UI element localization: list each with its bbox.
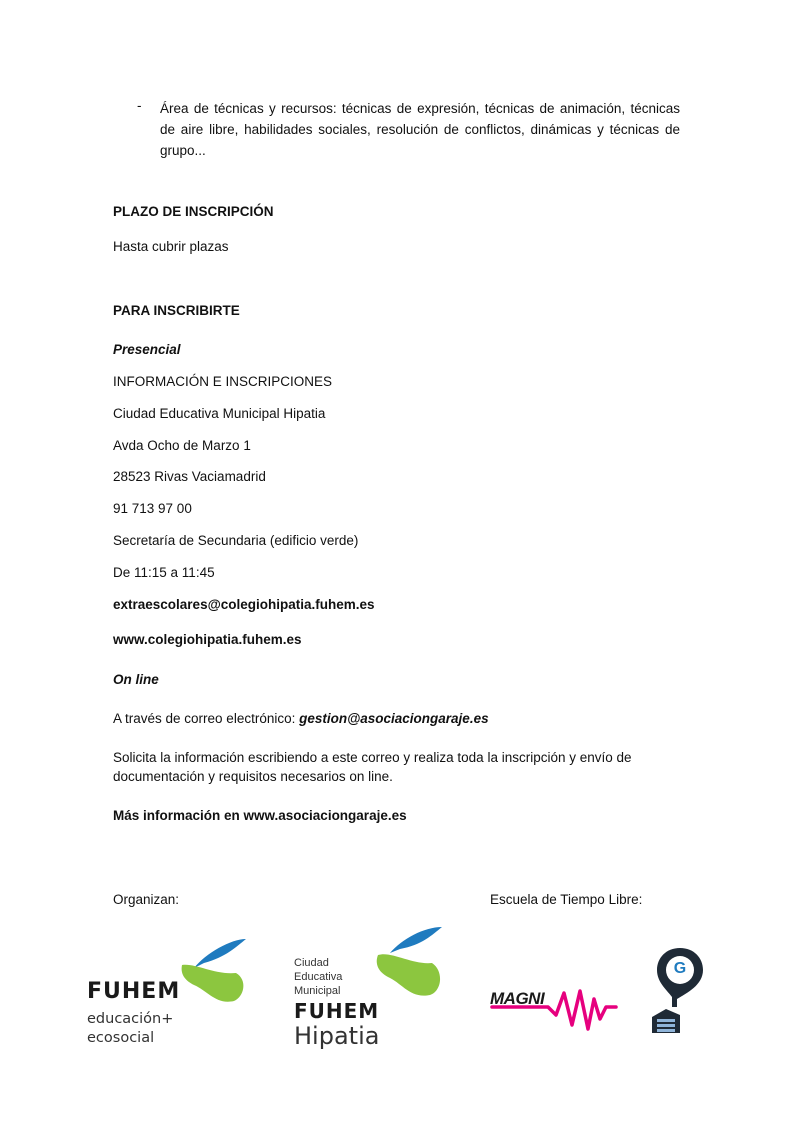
info-line: INFORMACIÓN E INSCRIPCIONES: [113, 374, 333, 389]
correo-line: [113, 711, 489, 727]
web-link[interactable]: www.colegiohipatia.fuhem.es: [113, 632, 302, 647]
mas-info: Más información en www.asociaciongaraje.es: [113, 808, 407, 823]
info-line: De 11:15 a 11:45: [113, 565, 215, 580]
bullet-dash: -: [137, 98, 142, 113]
presencial-label: Presencial: [113, 342, 181, 357]
fuhem-line2: ecosocial: [87, 1030, 155, 1046]
hipatia-line3: Municipal: [294, 985, 341, 997]
email-link[interactable]: extraescolares@colegiohipatia.fuhem.es: [113, 597, 375, 612]
hipatia-logo: [292, 925, 452, 1055]
info-line: 91 713 97 00: [113, 501, 192, 516]
garaje-letter: G: [673, 960, 687, 977]
info-line: Avda Ocho de Marzo 1: [113, 438, 251, 453]
hipatia-line2: Educativa: [294, 971, 343, 983]
plazo-heading: PLAZO DE INSCRIPCIÓN: [113, 204, 274, 219]
correo-email-link[interactable]: gestion@asociaciongaraje.es: [299, 711, 489, 726]
bullet-text: Área de técnicas y recursos: técnicas de expresión, técnicas de animación, técnicas de aire libre, habilidades sociales, resolución de conflictos, dinámicas y técnicas de grupo...: [160, 101, 680, 158]
escuela-label: Escuela de Tiempo Libre:: [490, 892, 643, 907]
organizan-label: Organizan:: [113, 892, 180, 907]
fuhem-line1: educación+: [87, 1011, 174, 1027]
info-line: Secretaría de Secundaria (edificio verde): [113, 533, 359, 548]
fuhem-name: FUHEM: [87, 979, 181, 1004]
solicita-text: Solicita la información escribiendo a este correo y realiza toda la inscripción y envío de documentación y requisitos necesarios on line.: [113, 750, 632, 784]
garaje-pin-icon: [650, 945, 710, 1035]
hipatia-line1: Ciudad: [294, 957, 329, 969]
hipatia-fuhem-name: FUHEM: [294, 999, 380, 1023]
garaje-logo: [650, 945, 710, 1035]
magni-name: MAGNI: [490, 989, 545, 1008]
plazo-text: Hasta cubrir plazas: [113, 239, 229, 254]
correo-prefix: A través de correo electrónico:: [113, 711, 300, 726]
fuhem-ecosocial-logo: [86, 935, 251, 1050]
info-line: Ciudad Educativa Municipal Hipatia: [113, 406, 326, 421]
info-line: 28523 Rivas Vaciamadrid: [113, 469, 266, 484]
online-label: On line: [113, 672, 159, 687]
magni-logo: [490, 985, 620, 1035]
hipatia-sub: Hipatia: [294, 1022, 380, 1050]
inscribirte-heading: PARA INSCRIBIRTE: [113, 303, 240, 318]
magni-wave-icon: [490, 985, 620, 1035]
